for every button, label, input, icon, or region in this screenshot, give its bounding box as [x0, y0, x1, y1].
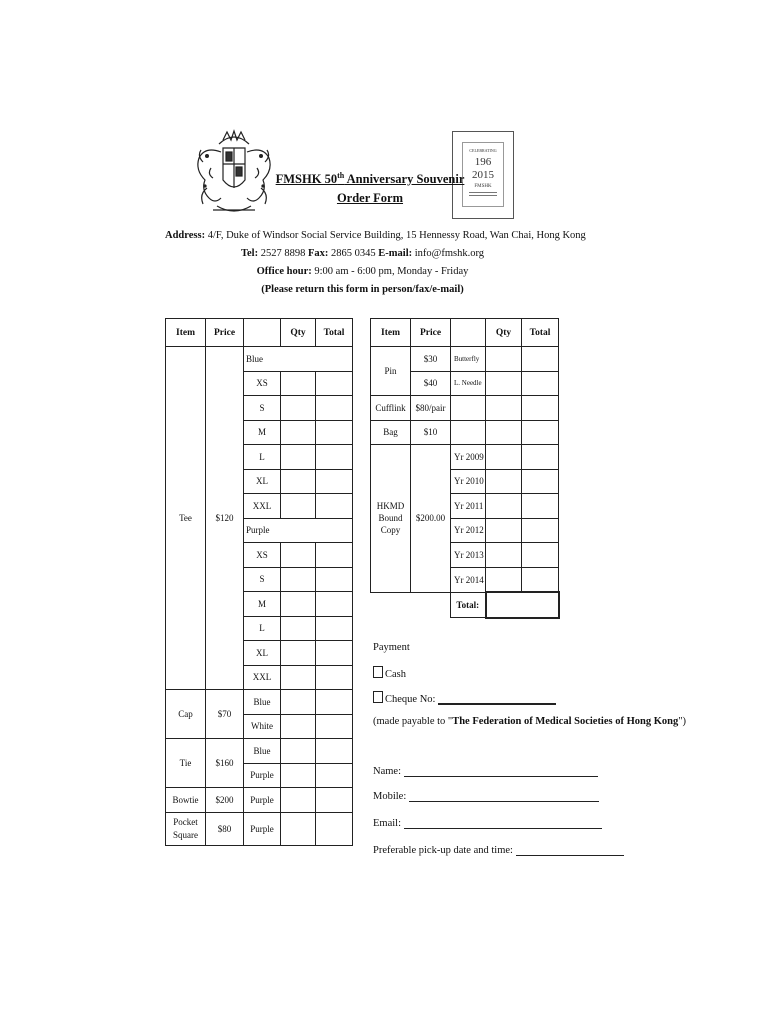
grand-total-field[interactable] — [486, 592, 559, 618]
form-subtitle: Order Form — [336, 191, 404, 206]
pin-price: $40 — [411, 371, 451, 396]
pickup-field[interactable] — [516, 845, 624, 856]
qty-field[interactable] — [281, 371, 316, 396]
bowtie-item: Bowtie — [166, 788, 206, 813]
contact-line: Tel: 2527 8898 Fax: 2865 0345 E-mail: info@fmshk.org — [240, 248, 484, 259]
apparel-order-table — [165, 318, 353, 846]
header-item: Item — [166, 319, 206, 347]
mobile-label: Mobile: — [373, 791, 409, 802]
tee-purple-label: Purple — [244, 518, 353, 543]
total-field[interactable] — [316, 420, 353, 445]
qty-field[interactable] — [486, 396, 522, 421]
pickup-row — [373, 845, 624, 856]
tie-item: Tie — [166, 739, 206, 788]
email-field[interactable] — [404, 818, 602, 829]
qty-field[interactable] — [486, 543, 522, 568]
total-field[interactable] — [316, 788, 353, 813]
table-header-row — [166, 319, 353, 347]
tee-price: $120 — [206, 347, 244, 690]
qty-field[interactable] — [281, 665, 316, 690]
qty-field[interactable] — [281, 494, 316, 519]
table-row — [166, 347, 353, 372]
total-field[interactable] — [316, 665, 353, 690]
cover-year-start: 196 — [474, 156, 492, 168]
office-hours-line: Office hour: 9:00 am - 6:00 pm, Monday - Friday — [256, 266, 469, 277]
qty-field[interactable] — [486, 420, 522, 445]
table-row — [371, 396, 559, 421]
size-label: XS — [244, 371, 281, 396]
qty-field[interactable] — [281, 396, 316, 421]
total-field[interactable] — [522, 543, 559, 568]
cufflink-item: Cufflink — [371, 396, 411, 421]
size-label: S — [244, 567, 281, 592]
total-field[interactable] — [316, 567, 353, 592]
total-field[interactable] — [316, 641, 353, 666]
size-label: L — [244, 616, 281, 641]
qty-field[interactable] — [281, 567, 316, 592]
total-field[interactable] — [522, 469, 559, 494]
qty-field[interactable] — [486, 469, 522, 494]
qty-field[interactable] — [281, 690, 316, 715]
header-qty: Qty — [486, 319, 522, 347]
cap-price: $70 — [206, 690, 244, 739]
cheque-option[interactable] — [373, 691, 556, 705]
accessories-order-table — [370, 318, 560, 619]
table-header-row — [371, 319, 559, 347]
bowtie-price: $200 — [206, 788, 244, 813]
size-label: M — [244, 592, 281, 617]
form-title: FMSHK 50th Anniversary Souvenir Order Form — [270, 166, 470, 208]
header-variant — [451, 319, 486, 347]
color-label: Purple — [244, 812, 281, 845]
qty-field[interactable] — [486, 494, 522, 519]
bag-item: Bag — [371, 420, 411, 445]
total-field[interactable] — [522, 420, 559, 445]
payable-note: (made payable to "The Federation of Medical Societies of Hong Kong") — [373, 716, 687, 727]
total-field[interactable] — [316, 714, 353, 739]
color-label: Blue — [244, 739, 281, 764]
mobile-row — [373, 791, 599, 802]
qty-field[interactable] — [281, 641, 316, 666]
table-row — [371, 347, 559, 372]
name-row — [373, 766, 598, 777]
total-field[interactable] — [522, 371, 559, 396]
qty-field[interactable] — [281, 616, 316, 641]
color-label: White — [244, 714, 281, 739]
hkmd-price: $200.00 — [411, 445, 451, 593]
qty-field[interactable] — [486, 371, 522, 396]
qty-field[interactable] — [281, 420, 316, 445]
hkmd-item: HKMD Bound Copy — [371, 445, 411, 593]
size-label: XXL — [244, 494, 281, 519]
table-row — [371, 420, 559, 445]
pocket-square-item: Pocket Square — [166, 812, 206, 845]
table-row — [166, 812, 353, 845]
cover-year-end: 2015 — [472, 169, 494, 181]
total-field[interactable] — [522, 445, 559, 470]
tie-price: $160 — [206, 739, 244, 788]
qty-field[interactable] — [486, 445, 522, 470]
header-qty: Qty — [281, 319, 316, 347]
total-field[interactable] — [316, 371, 353, 396]
qty-field[interactable] — [281, 812, 316, 845]
pin-variant: Butterfly — [451, 347, 486, 372]
table-total-row — [371, 592, 559, 618]
qty-field[interactable] — [281, 592, 316, 617]
year-label: Yr 2011 — [451, 494, 486, 519]
size-label: S — [244, 396, 281, 421]
tee-blue-label: Blue — [244, 347, 353, 372]
total-field[interactable] — [316, 690, 353, 715]
total-field[interactable] — [316, 763, 353, 788]
crest-logo — [193, 128, 275, 218]
total-field[interactable] — [316, 616, 353, 641]
header-total: Total — [316, 319, 353, 347]
cash-label: Cash — [385, 669, 406, 680]
cover-org: FMSHK — [474, 184, 492, 189]
cover-caption: CELEBRATING — [469, 148, 497, 153]
header-total: Total — [522, 319, 559, 347]
qty-field[interactable] — [281, 763, 316, 788]
mobile-field[interactable] — [409, 791, 599, 802]
total-field[interactable] — [522, 347, 559, 372]
header-price: Price — [411, 319, 451, 347]
size-label: XXL — [244, 665, 281, 690]
pocket-square-price: $80 — [206, 812, 244, 845]
grand-total-label: Total: — [451, 592, 486, 618]
total-field[interactable] — [522, 396, 559, 421]
cap-item: Cap — [166, 690, 206, 739]
total-field[interactable] — [316, 812, 353, 845]
size-label: XL — [244, 641, 281, 666]
cheque-number-field[interactable] — [438, 693, 556, 705]
email-row — [373, 818, 602, 829]
total-field[interactable] — [316, 543, 353, 568]
size-label: XL — [244, 469, 281, 494]
address-line: Address: 4/F, Duke of Windsor Social Service Building, 15 Hennessy Road, Wan Chai, Hong Kong — [165, 230, 586, 241]
qty-field[interactable] — [486, 347, 522, 372]
name-field[interactable] — [404, 766, 598, 777]
cash-checkbox[interactable] — [373, 666, 383, 678]
qty-field[interactable] — [281, 445, 316, 470]
year-label: Yr 2013 — [451, 543, 486, 568]
cheque-checkbox[interactable] — [373, 691, 383, 703]
total-field[interactable] — [316, 469, 353, 494]
total-field[interactable] — [522, 494, 559, 519]
qty-field[interactable] — [281, 469, 316, 494]
table-row — [166, 690, 353, 715]
total-field[interactable] — [316, 592, 353, 617]
total-field[interactable] — [316, 739, 353, 764]
header-item: Item — [371, 319, 411, 347]
table-row — [166, 739, 353, 764]
qty-field[interactable] — [486, 567, 522, 592]
total-field[interactable] — [316, 494, 353, 519]
email-label: Email: — [373, 818, 404, 829]
tee-item: Tee — [166, 347, 206, 690]
total-field[interactable] — [522, 518, 559, 543]
size-label: M — [244, 420, 281, 445]
cheque-label: Cheque No: — [385, 694, 439, 705]
qty-field[interactable] — [281, 788, 316, 813]
header-variant — [244, 319, 281, 347]
size-label: XS — [244, 543, 281, 568]
return-note: (Please return this form in person/fax/e-mail) — [261, 284, 464, 295]
qty-field[interactable] — [281, 714, 316, 739]
color-label: Purple — [244, 788, 281, 813]
header-price: Price — [206, 319, 244, 347]
year-label: Yr 2014 — [451, 567, 486, 592]
qty-field[interactable] — [281, 543, 316, 568]
total-field[interactable] — [316, 396, 353, 421]
bag-price: $10 — [411, 420, 451, 445]
size-label: L — [244, 445, 281, 470]
total-field[interactable] — [522, 567, 559, 592]
qty-field[interactable] — [281, 739, 316, 764]
pickup-label: Preferable pick-up date and time: — [373, 845, 516, 856]
payment-heading: Payment — [373, 642, 410, 653]
table-row — [371, 445, 559, 470]
table-row — [166, 788, 353, 813]
year-label: Yr 2009 — [451, 445, 486, 470]
color-label: Purple — [244, 763, 281, 788]
total-field[interactable] — [316, 445, 353, 470]
name-label: Name: — [373, 766, 404, 777]
pin-variant: L. Needle — [451, 371, 486, 396]
color-label: Blue — [244, 690, 281, 715]
cash-option[interactable] — [373, 666, 406, 680]
pin-price: $30 — [411, 347, 451, 372]
pin-item: Pin — [371, 347, 411, 396]
qty-field[interactable] — [486, 518, 522, 543]
year-label: Yr 2012 — [451, 518, 486, 543]
cufflink-price: $80/pair — [411, 396, 451, 421]
year-label: Yr 2010 — [451, 469, 486, 494]
